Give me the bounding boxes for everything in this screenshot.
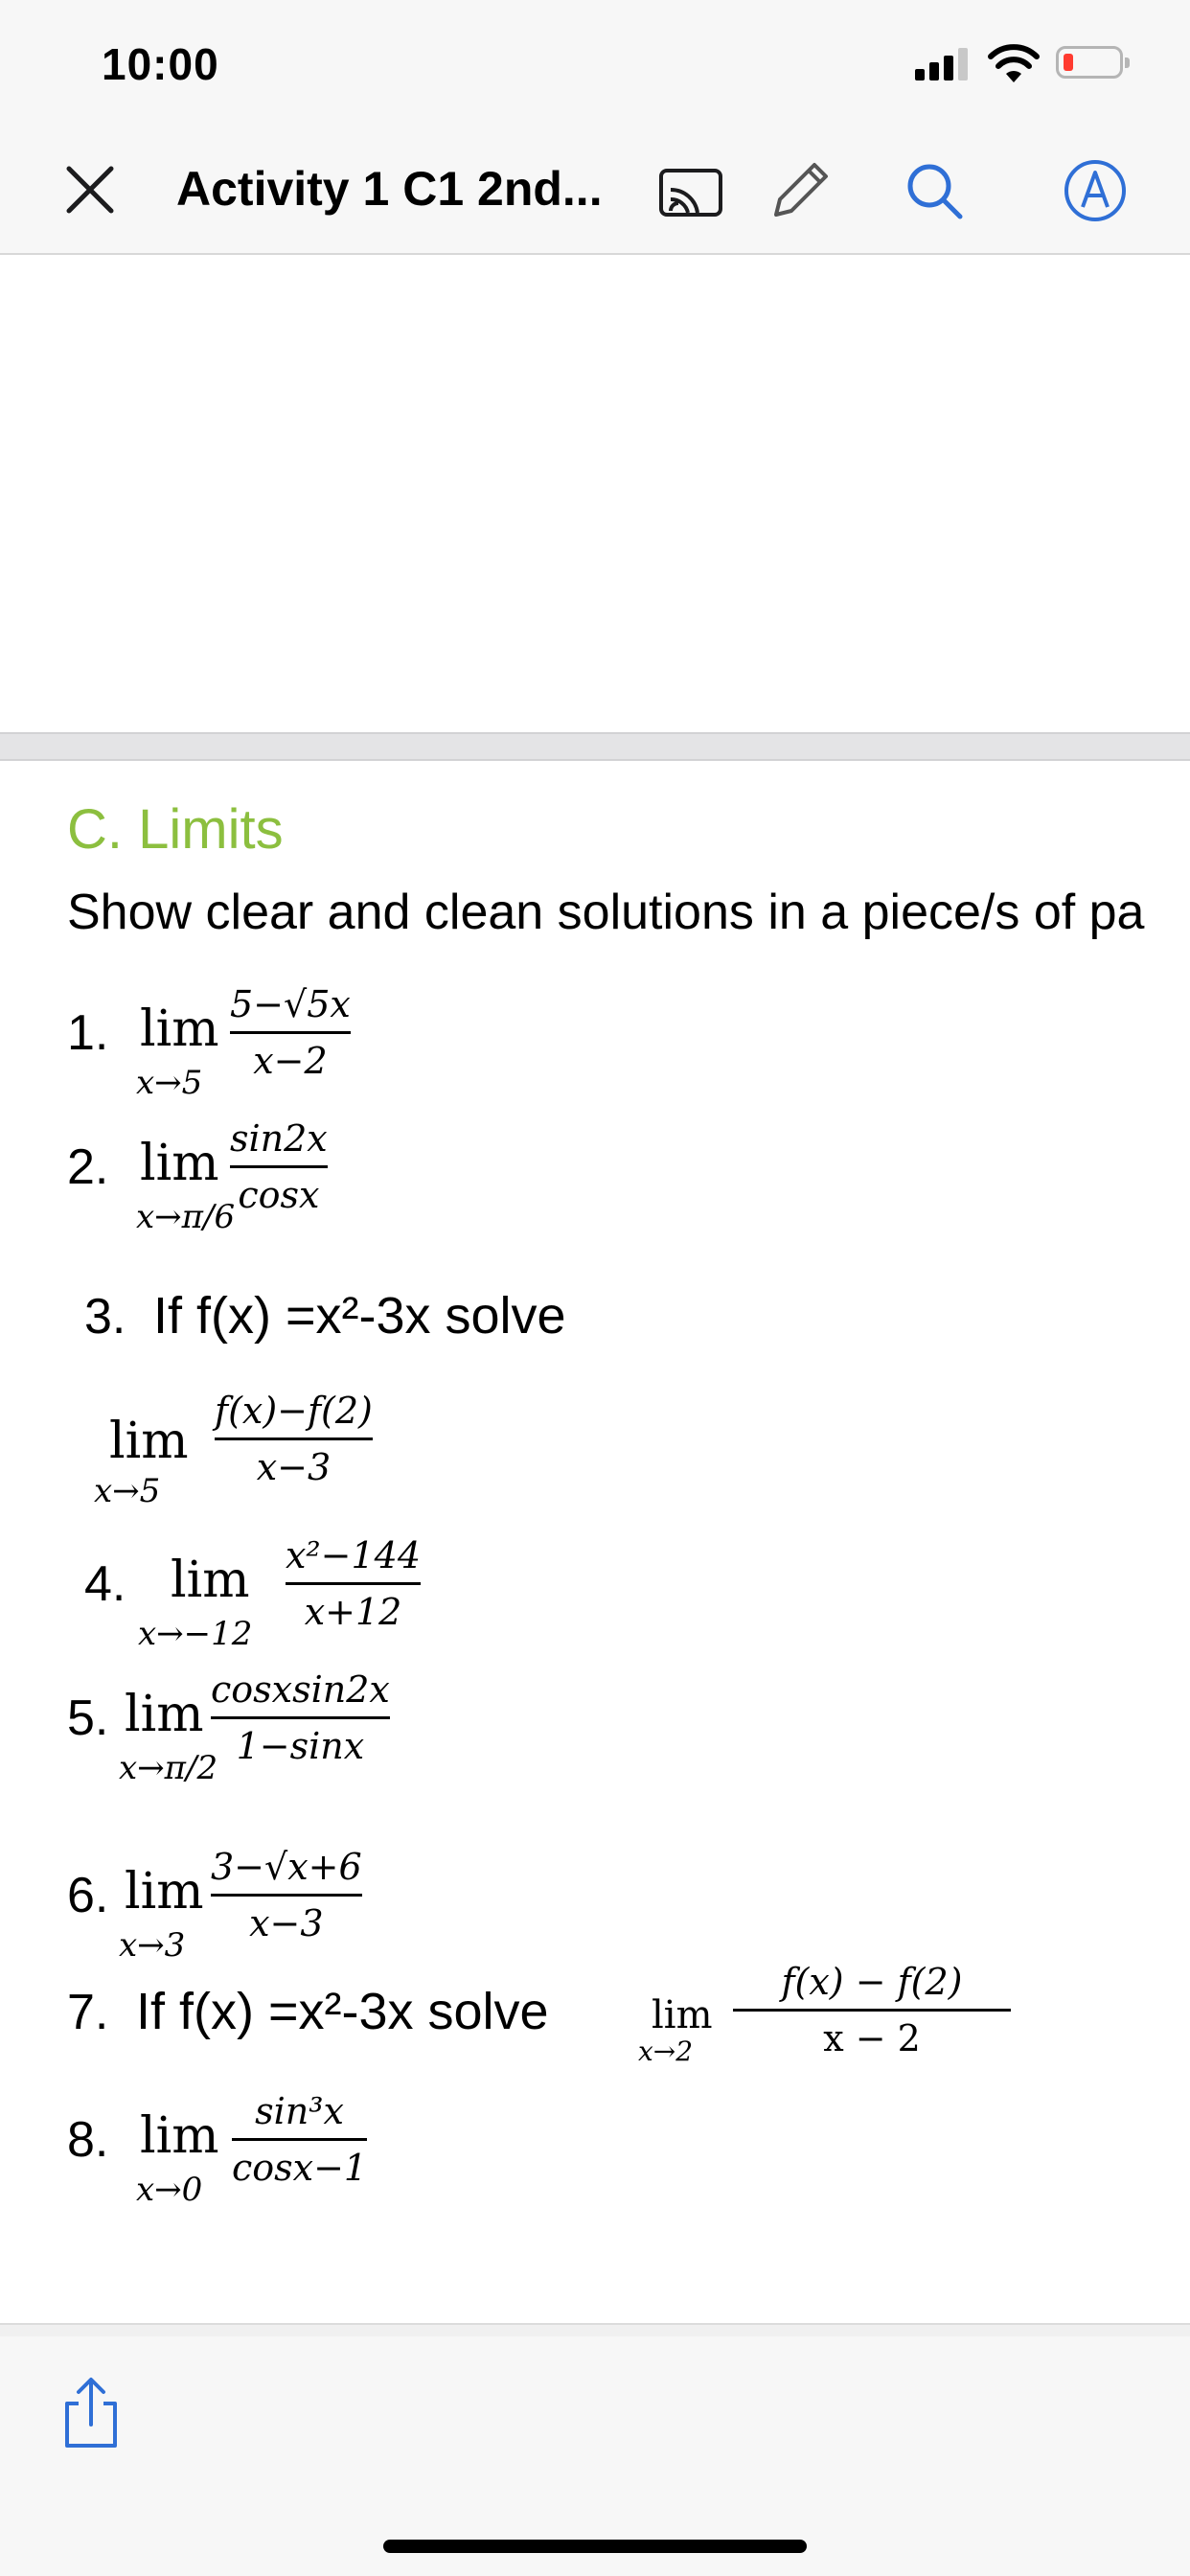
document-page[interactable] [0, 761, 1190, 2323]
numerator: 5−√5x [230, 983, 351, 1025]
numerator: sin³x [255, 2090, 344, 2132]
denominator: cosx [238, 1174, 320, 1216]
home-indicator[interactable] [383, 2540, 807, 2553]
denominator: x−2 [253, 1040, 328, 1082]
numerator: f(x) − f(2) [781, 1961, 963, 2003]
denominator: x−3 [256, 1446, 332, 1488]
lim-subscript: x→0 [136, 2171, 203, 2209]
lim-subscript: x→π/2 [119, 1749, 218, 1787]
fraction [211, 1667, 390, 1769]
lim-text: lim [171, 1552, 250, 1609]
problem-number: 7. [67, 1985, 109, 2040]
lim-subscript: x→−12 [138, 1615, 253, 1653]
fraction [215, 1388, 373, 1490]
numerator: cosxsin2x [211, 1668, 390, 1711]
problem-number: 4. [84, 1556, 126, 1612]
document-title: Activity 1 C1 2nd... [176, 162, 603, 216]
close-icon[interactable] [63, 163, 117, 217]
lim-subscript: x→3 [119, 1926, 186, 1965]
numerator: x²−144 [286, 1534, 422, 1576]
pencil-icon[interactable] [767, 157, 834, 224]
numerator: sin2x [230, 1117, 328, 1160]
lim-subscript: x→2 [638, 2036, 694, 2067]
denominator: cosx−1 [232, 2147, 368, 2189]
problem-number: 2. [67, 1139, 109, 1195]
lim-text: lim [140, 2107, 219, 2165]
cellular-signal-icon [915, 46, 969, 80]
denominator: x+12 [304, 1591, 402, 1633]
fraction [232, 2088, 367, 2191]
fraction [211, 1844, 362, 1946]
fraction [286, 1532, 421, 1635]
lim-subscript: x→5 [136, 1064, 203, 1102]
fraction-bar [211, 1716, 390, 1719]
numerator: f(x)−f(2) [215, 1390, 373, 1432]
denominator: x−3 [249, 1902, 324, 1944]
bottom-toolbar [0, 2336, 1190, 2576]
instructions-text: Show clear and clean solutions in a piece/s of pa [67, 885, 1145, 940]
denominator: 1−sinx [236, 1725, 365, 1767]
problem-number: 5. [67, 1690, 109, 1746]
status-bar [0, 0, 1190, 125]
fraction-bar [230, 1165, 328, 1168]
status-time: 10:00 [102, 39, 219, 89]
markup-icon[interactable] [1062, 157, 1129, 224]
fraction [230, 981, 351, 1084]
lim-subscript: x→5 [94, 1472, 161, 1510]
fraction-bar [733, 2009, 1011, 2012]
problem-number: 6. [67, 1868, 109, 1923]
page-separator [0, 732, 1190, 761]
lim-text: lim [125, 1863, 204, 1920]
lim-text: lim [109, 1413, 189, 1470]
navigation-bar [0, 125, 1190, 255]
lim-subscript: x→π/6 [136, 1198, 236, 1236]
fraction [230, 1116, 328, 1218]
fraction-bar [215, 1438, 373, 1440]
section-title: C. Limits [67, 798, 284, 861]
fraction-bar [286, 1582, 421, 1585]
fraction-bar [211, 1894, 362, 1897]
previous-page-blank [0, 255, 1190, 732]
problem-text: If f(x) =x²-3x solve [153, 1287, 566, 1345]
problem-number: 3. [84, 1289, 126, 1345]
problem-number: 1. [67, 1005, 109, 1061]
share-icon[interactable] [57, 2375, 125, 2451]
problem-number: 8. [67, 2112, 109, 2168]
cast-icon[interactable] [657, 157, 724, 224]
lim-text: lim [125, 1686, 204, 1743]
search-icon[interactable] [901, 157, 968, 224]
numerator: 3−√x+6 [211, 1846, 362, 1888]
lim-text: lim [140, 1000, 219, 1058]
lim-text: lim [652, 1993, 713, 2037]
fraction [733, 1959, 1011, 2061]
battery-icon [1056, 46, 1123, 79]
lim-text: lim [140, 1135, 219, 1192]
wifi-icon [987, 40, 1041, 84]
fraction-bar [232, 2138, 367, 2141]
fraction-bar [230, 1031, 351, 1034]
denominator: x − 2 [823, 2017, 921, 2059]
problem-text: If f(x) =x²-3x solve [136, 1983, 549, 2040]
